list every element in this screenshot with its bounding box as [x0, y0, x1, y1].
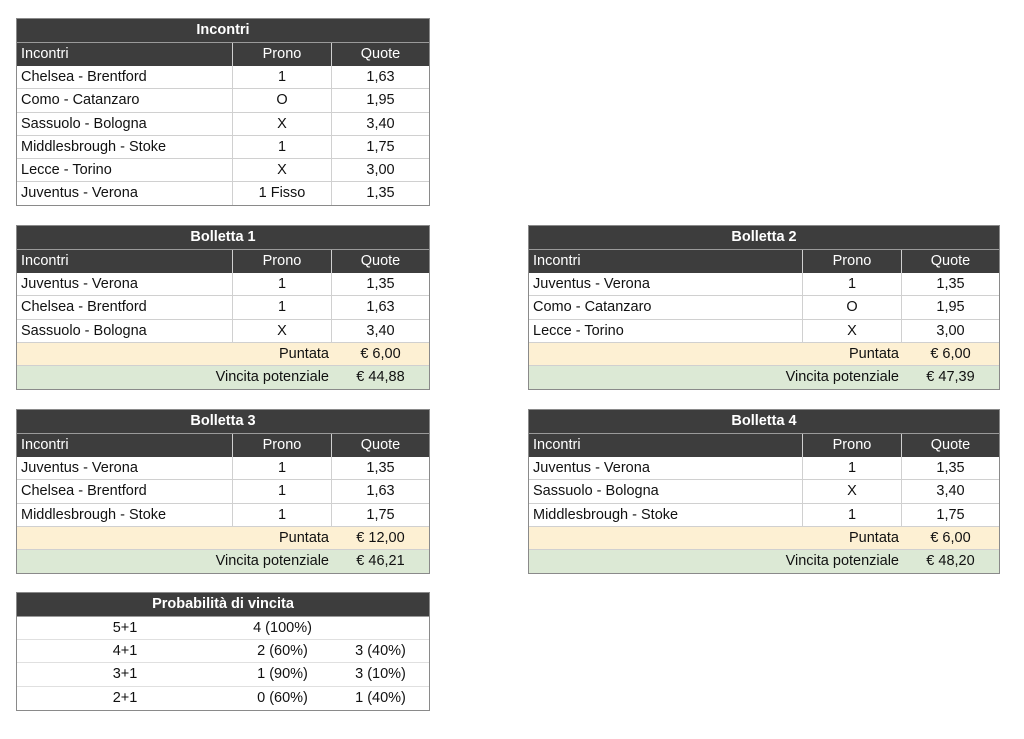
- vincita-row: [529, 550, 999, 573]
- column-header-prono: Prono: [233, 434, 332, 457]
- match-cell: Juventus - Verona: [17, 457, 233, 480]
- table-row: [529, 480, 999, 503]
- puntata-row: [17, 343, 429, 366]
- combination-cell: 4+1: [17, 640, 233, 663]
- probability-cell: 4 (100%): [233, 617, 332, 640]
- match-cell: Chelsea - Brentford: [17, 480, 233, 503]
- match-cell: Juventus - Verona: [529, 457, 803, 480]
- prono-cell: 1: [233, 136, 332, 159]
- prono-cell: X: [803, 480, 902, 503]
- vincita-label: Vincita potenziale: [785, 552, 899, 569]
- puntata-value: € 6,00: [902, 343, 999, 366]
- quote-cell: 1,63: [332, 66, 429, 89]
- vincita-label: Vincita potenziale: [215, 552, 329, 569]
- bolletta-1-title: Bolletta 1: [17, 226, 429, 250]
- table-row: [17, 89, 429, 112]
- match-cell: Como - Catanzaro: [529, 296, 803, 319]
- quote-cell: 3,40: [902, 480, 999, 503]
- prono-cell: X: [803, 320, 902, 343]
- puntata-label: Puntata: [529, 527, 902, 550]
- column-header-incontri: Incontri: [529, 250, 803, 273]
- vincita-value: € 44,88: [356, 368, 405, 385]
- match-cell: Sassuolo - Bologna: [529, 480, 803, 503]
- puntata-value: € 12,00: [332, 527, 429, 550]
- table-row: [17, 457, 429, 480]
- prono-cell: 1: [803, 457, 902, 480]
- probability-cell: [332, 617, 429, 640]
- vincita-value: € 47,39: [926, 368, 975, 385]
- bolletta-3-title: Bolletta 3: [17, 410, 429, 434]
- table-row: [529, 296, 999, 319]
- match-cell: Chelsea - Brentford: [17, 66, 233, 89]
- table-row: [529, 504, 999, 527]
- table-row: [17, 640, 429, 663]
- quote-cell: 1,35: [332, 273, 429, 296]
- prono-cell: X: [233, 113, 332, 136]
- match-cell: Como - Catanzaro: [17, 89, 233, 112]
- vincita-value: € 46,21: [356, 552, 405, 569]
- probabilita-table: [16, 592, 430, 711]
- bolletta-2-table: [528, 225, 1000, 390]
- quote-cell: 1,95: [332, 89, 429, 112]
- bolletta-1-header-row: [17, 250, 429, 273]
- table-row: [17, 113, 429, 136]
- column-header-prono: Prono: [803, 434, 902, 457]
- quote-cell: 3,00: [332, 159, 429, 182]
- incontri-title: Incontri: [17, 19, 429, 43]
- match-cell: Juventus - Verona: [529, 273, 803, 296]
- puntata-label: Puntata: [17, 527, 332, 550]
- prono-cell: O: [233, 89, 332, 112]
- table-row: [529, 320, 999, 343]
- puntata-label: Puntata: [17, 343, 332, 366]
- column-header-quote: Quote: [360, 253, 401, 269]
- quote-cell: 1,63: [332, 296, 429, 319]
- puntata-row: [529, 343, 999, 366]
- quote-cell: 1,75: [902, 504, 999, 527]
- column-header-incontri: Incontri: [529, 434, 803, 457]
- table-row: [17, 273, 429, 296]
- bolletta-3-header-row: [17, 434, 429, 457]
- column-header-incontri: Incontri: [17, 434, 233, 457]
- prono-cell: 1: [233, 296, 332, 319]
- quote-cell: 3,40: [332, 320, 429, 343]
- match-cell: Middlesbrough - Stoke: [17, 136, 233, 159]
- incontri-table: [16, 18, 430, 206]
- prono-cell: O: [803, 296, 902, 319]
- table-row: [17, 159, 429, 182]
- bolletta-3-table: [16, 409, 430, 574]
- prono-cell: 1 Fisso: [233, 182, 332, 205]
- puntata-label: Puntata: [529, 343, 902, 366]
- column-header-quote: Quote: [360, 46, 401, 62]
- prono-cell: 1: [233, 273, 332, 296]
- bolletta-4-title: Bolletta 4: [529, 410, 999, 434]
- prono-cell: 1: [803, 273, 902, 296]
- vincita-row: [529, 366, 999, 389]
- column-header-quote: Quote: [930, 437, 971, 453]
- quote-cell: 1,35: [902, 457, 999, 480]
- vincita-row: [17, 366, 429, 389]
- table-row: [17, 687, 429, 710]
- match-cell: Sassuolo - Bologna: [17, 320, 233, 343]
- quote-cell: 3,40: [332, 113, 429, 136]
- match-cell: Juventus - Verona: [17, 273, 233, 296]
- bolletta-4-header-row: [529, 434, 999, 457]
- puntata-value: € 6,00: [332, 343, 429, 366]
- column-header-quote: Quote: [930, 253, 971, 269]
- combination-cell: 3+1: [17, 663, 233, 686]
- combination-cell: 2+1: [112, 689, 138, 706]
- quote-cell: 1,35: [902, 273, 999, 296]
- column-header-prono: Prono: [233, 250, 332, 273]
- table-row: [17, 480, 429, 503]
- quote-cell: 1,35: [332, 457, 429, 480]
- prono-cell: 1: [233, 480, 332, 503]
- prono-cell: 1: [803, 504, 902, 527]
- puntata-value: € 6,00: [902, 527, 999, 550]
- puntata-row: [17, 527, 429, 550]
- match-cell: Lecce - Torino: [17, 159, 233, 182]
- probabilita-title: Probabilità di vincita: [17, 593, 429, 617]
- probability-cell: 2 (60%): [233, 640, 332, 663]
- match-cell: Sassuolo - Bologna: [17, 113, 233, 136]
- match-cell: Middlesbrough - Stoke: [529, 504, 803, 527]
- vincita-value: € 48,20: [926, 552, 975, 569]
- vincita-label: Vincita potenziale: [785, 368, 899, 385]
- column-header-incontri: Incontri: [17, 250, 233, 273]
- table-row: [17, 504, 429, 527]
- probability-cell: 0 (60%): [257, 689, 308, 706]
- combination-cell: 5+1: [17, 617, 233, 640]
- puntata-row: [529, 527, 999, 550]
- table-row: [17, 320, 429, 343]
- prono-cell: X: [233, 159, 332, 182]
- incontri-header-row: [17, 43, 429, 66]
- column-header-prono: Prono: [803, 250, 902, 273]
- bolletta-2-title: Bolletta 2: [529, 226, 999, 250]
- prono-cell: 1: [233, 66, 332, 89]
- match-cell: Middlesbrough - Stoke: [17, 504, 233, 527]
- probability-cell: 1 (40%): [355, 689, 406, 706]
- bolletta-2-header-row: [529, 250, 999, 273]
- prono-cell: 1: [233, 457, 332, 480]
- quote-cell: 1,63: [332, 480, 429, 503]
- prono-cell: 1: [233, 504, 332, 527]
- match-cell: Juventus - Verona: [17, 182, 233, 205]
- table-row: [17, 617, 429, 640]
- table-row: [17, 663, 429, 686]
- quote-cell: 3,00: [902, 320, 999, 343]
- bolletta-4-table: [528, 409, 1000, 574]
- bolletta-1-table: [16, 225, 430, 390]
- table-row: [17, 182, 429, 205]
- quote-cell: 1,75: [332, 136, 429, 159]
- quote-cell: 1,75: [332, 504, 429, 527]
- column-header-incontri: Incontri: [17, 43, 233, 66]
- quote-cell: 1,35: [366, 185, 395, 202]
- probability-cell: 3 (10%): [332, 663, 429, 686]
- table-row: [17, 136, 429, 159]
- table-row: [17, 66, 429, 89]
- match-cell: Lecce - Torino: [529, 320, 803, 343]
- table-row: [529, 273, 999, 296]
- table-row: [17, 296, 429, 319]
- table-row: [529, 457, 999, 480]
- probability-cell: 1 (90%): [233, 663, 332, 686]
- quote-cell: 1,95: [902, 296, 999, 319]
- column-header-prono: Prono: [233, 43, 332, 66]
- prono-cell: X: [233, 320, 332, 343]
- vincita-row: [17, 550, 429, 573]
- column-header-quote: Quote: [360, 437, 401, 453]
- match-cell: Chelsea - Brentford: [17, 296, 233, 319]
- probability-cell: 3 (40%): [332, 640, 429, 663]
- vincita-label: Vincita potenziale: [215, 368, 329, 385]
